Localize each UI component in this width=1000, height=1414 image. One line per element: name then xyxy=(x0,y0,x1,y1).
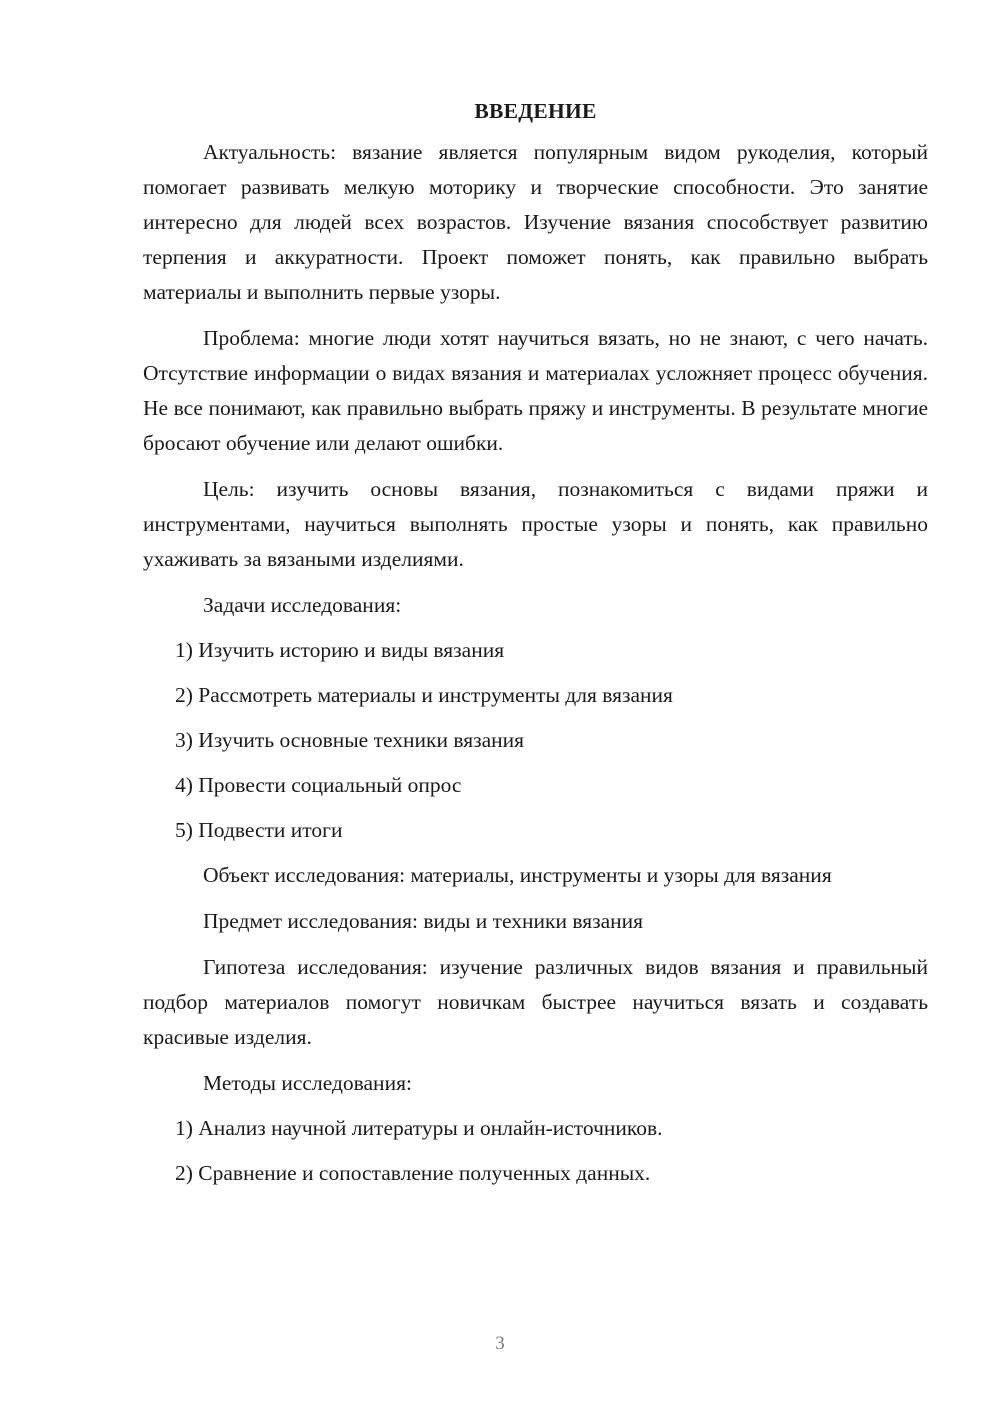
tasks-list xyxy=(143,633,928,848)
list-item: 1) Анализ научной литературы и онлайн-источников. xyxy=(175,1116,663,1140)
list-item: 4) Провести социальный опрос xyxy=(175,773,462,797)
tasks-heading: Задачи исследования: xyxy=(203,593,402,617)
paragraph-problem: Проблема: многие люди хотят научиться вязать, но не знают, с чего начать. Отсутствие информации о видах вязания и материалах усложняет процесс обучения. Не все понимают, как правильно выбрать пряжу и инструменты. В результате многие бросают обучение или делают ошибки. xyxy=(143,326,928,455)
paragraph-relevance: Актуальность: вязание является популярным видом рукоделия, который помогает развивать мелкую моторику и творческие способности. Это занятие интересно для людей всех возрастов. Изучение вязания способствует развитию терпения и аккуратности. Проект поможет понять, как правильно выбрать материалы и выполнить первые узоры. xyxy=(143,140,928,304)
list-item: 5) Подвести итоги xyxy=(175,818,343,842)
paragraph-subject: Предмет исследования: виды и техники вязания xyxy=(203,909,644,933)
list-item: 1) Изучить историю и виды вязания xyxy=(175,638,505,662)
page-title: ВВЕДЕНИЕ xyxy=(474,99,597,123)
list-item: 2) Сравнение и сопоставление полученных данных. xyxy=(175,1161,651,1185)
paragraph-hypothesis: Гипотеза исследования: изучение различных видов вязания и правильный подбор материалов помогут новичкам быстрее научиться вязать и создавать красивые изделия. xyxy=(143,955,928,1049)
paragraph-object: Объект исследования: материалы, инструменты и узоры для вязания xyxy=(203,863,832,887)
document-page xyxy=(143,94,928,1201)
methods-heading: Методы исследования: xyxy=(203,1071,412,1095)
list-item: 3) Изучить основные техники вязания xyxy=(175,728,525,752)
paragraph-goal: Цель: изучить основы вязания, познакомиться с видами пряжи и инструментами, научиться выполнять простые узоры и понять, как правильно ухаживать за вязаными изделиями. xyxy=(143,477,928,571)
page-number: 3 xyxy=(495,1333,505,1354)
methods-list xyxy=(143,1111,928,1191)
list-item: 2) Рассмотреть материалы и инструменты для вязания xyxy=(175,683,673,707)
